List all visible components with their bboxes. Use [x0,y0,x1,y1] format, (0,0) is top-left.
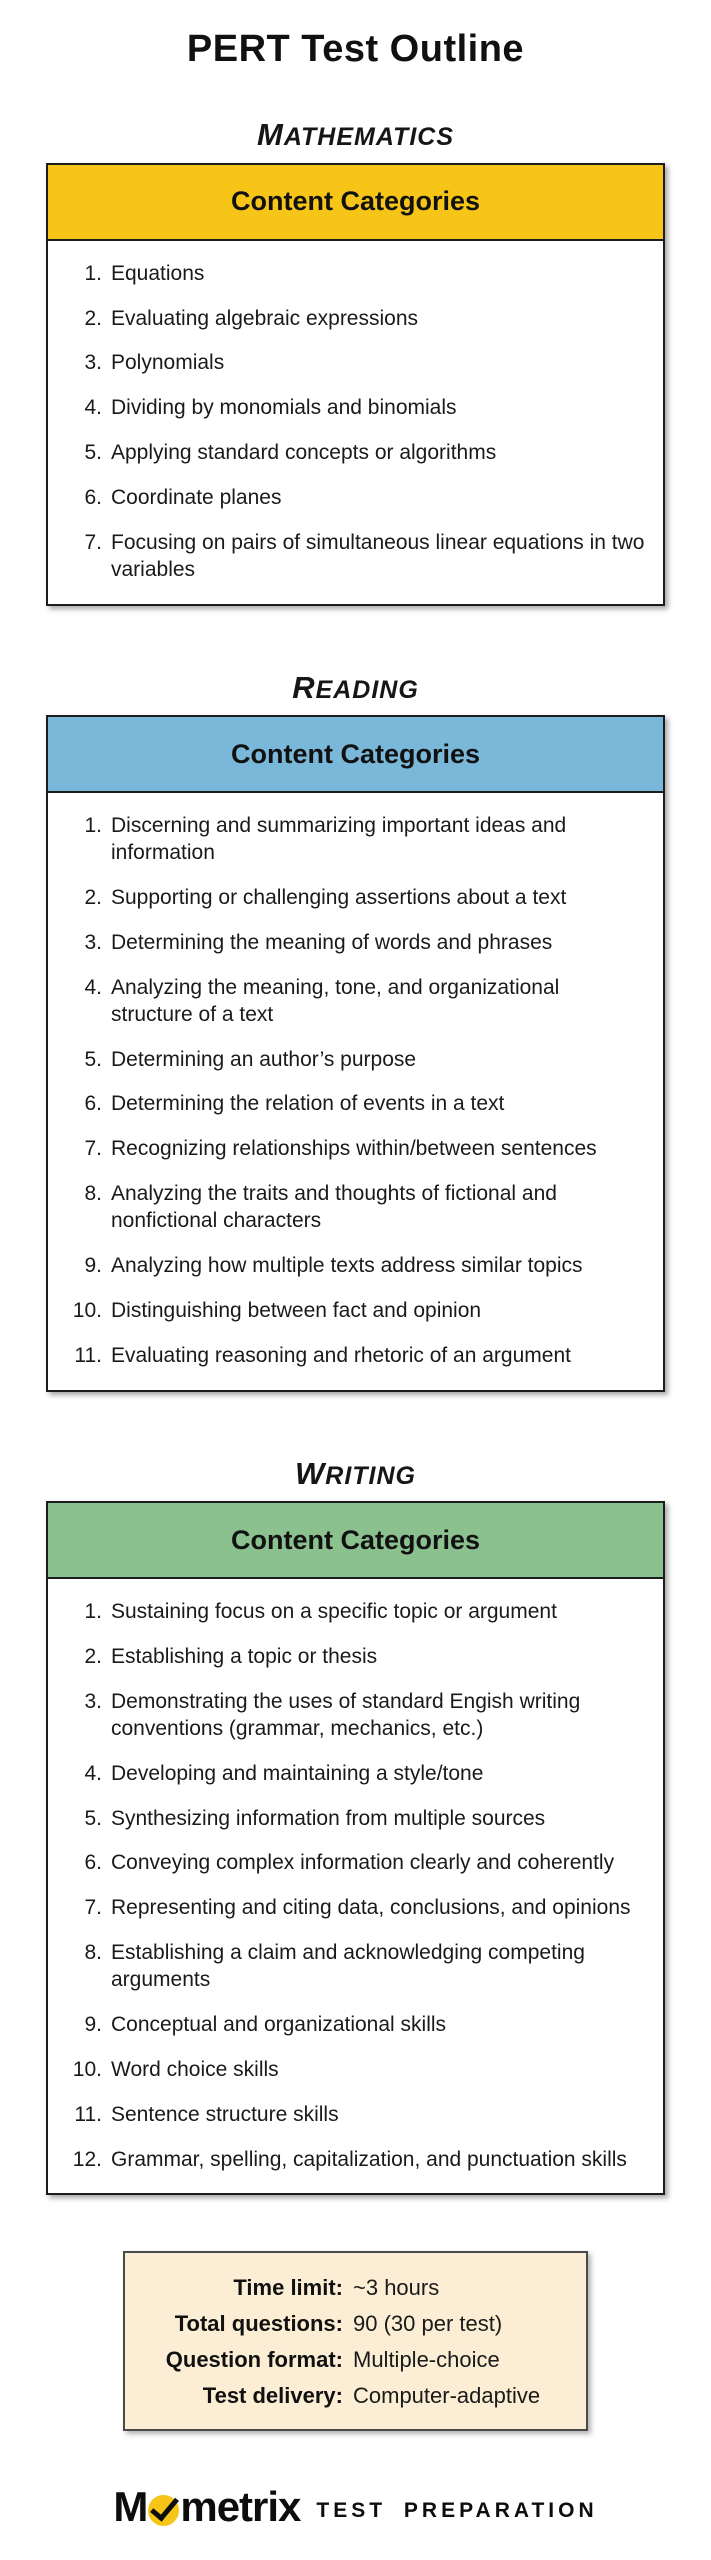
item-number: 6. [84,1851,102,1875]
info-row-test-delivery [125,2378,586,2414]
info-value: Computer-adaptive [353,2383,541,2409]
item-number: 3. [84,930,102,954]
item-number: 4. [84,1761,102,1785]
item-text: Recognizing relationships within/between sentences [111,1137,597,1161]
item-number: 9. [84,2012,102,2036]
list-item [62,530,645,584]
info-value: 90 (30 per test) [353,2311,503,2337]
list-item [62,930,645,957]
item-number: 7. [84,1137,102,1161]
item-number: 6. [84,1092,102,1116]
reading-category-list [48,793,663,1389]
item-number: 6. [84,486,102,510]
item-number: 1. [84,261,102,285]
list-item [62,1136,645,1163]
item-text: Demonstrating the uses of standard Engish writing conventions (grammar, mechanics, etc.) [111,1689,581,1740]
list-item [62,813,645,867]
item-text: Equations [111,261,205,285]
list-item [62,1343,645,1370]
info-value: Multiple-choice [353,2347,500,2373]
brand-letter-m: M [113,2483,148,2531]
info-label: Time limit: [233,2275,343,2301]
list-item [62,1850,645,1877]
list-item [62,1253,645,1280]
item-text: Dividing by monomials and binomials [111,396,457,420]
item-number: 5. [84,1047,102,1071]
list-item [62,1599,645,1626]
item-text: Polynomials [111,351,225,375]
item-text: Word choice skills [111,2057,279,2081]
item-text: Representing and citing data, conclusions, and opinions [111,1896,631,1920]
list-item [62,885,645,912]
page-title: PERT Test Outline [186,28,525,70]
item-text: Discerning and summarizing important ideas and information [111,814,567,865]
item-number: 2. [84,306,102,330]
writing-category-header: Content Categories [48,1503,663,1579]
item-number: 4. [84,975,102,999]
mathematics-category-box [46,163,665,606]
list-item [62,2102,645,2129]
mathematics-category-list [48,241,663,604]
section-heading-mathematics: MATHEMATICS [257,117,454,152]
info-row-time-limit [125,2270,586,2306]
list-item [62,440,645,467]
list-item [62,975,645,1029]
item-text: Determining the meaning of words and phrases [111,930,553,954]
list-item [62,1298,645,1325]
list-item [62,2057,645,2084]
item-text: Establishing a claim and acknowledging competing arguments [111,1941,585,1992]
item-number: 10. [72,1298,102,1322]
item-number: 9. [84,1253,102,1277]
item-text: Conceptual and organizational skills [111,2012,447,2036]
info-value: ~3 hours [353,2275,440,2301]
item-text: Evaluating reasoning and rhetoric of an argument [111,1343,571,1367]
item-number: 11. [74,2102,102,2126]
writing-category-list [48,1579,663,2193]
mometrix-wordmark [113,2483,300,2531]
checkmark-circle-icon [148,2495,179,2526]
list-item [62,261,645,288]
logo-tagline: TEST PREPARATION [316,2499,598,2523]
item-text: Developing and maintaining a style/tone [111,1761,484,1785]
item-text: Coordinate planes [111,486,282,510]
item-number: 4. [84,396,102,420]
item-number: 5. [84,441,102,465]
item-text: Supporting or challenging assertions about a text [111,886,567,910]
item-text: Analyzing the traits and thoughts of fictional and nonfictional characters [111,1182,557,1233]
info-row-total-questions [125,2306,586,2342]
list-item [62,485,645,512]
list-item [62,350,645,377]
item-number: 8. [84,1941,102,1965]
item-text: Analyzing the meaning, tone, and organizational structure of a text [111,975,560,1026]
reading-category-header: Content Categories [48,717,663,793]
info-label: Total questions: [174,2311,343,2337]
list-item [62,1644,645,1671]
item-text: Analyzing how multiple texts address similar topics [111,1253,583,1277]
item-text: Determining the relation of events in a text [111,1092,505,1116]
item-number: 10. [72,2057,102,2081]
item-number: 12. [72,2147,102,2171]
mathematics-category-header: Content Categories [48,165,663,241]
list-item [62,2012,645,2039]
item-number: 2. [84,886,102,910]
item-text: Grammar, spelling, capitalization, and punctuation skills [111,2147,627,2171]
list-item [62,1689,645,1743]
list-item [62,1806,645,1833]
mometrix-logo [0,2483,711,2531]
list-item [62,306,645,333]
item-text: Synthesizing information from multiple sources [111,1806,546,1830]
item-text: Conveying complex information clearly and coherently [111,1851,615,1875]
item-text: Focusing on pairs of simultaneous linear equations in two variables [111,530,645,581]
item-text: Applying standard concepts or algorithms [111,441,497,465]
test-facts-box [123,2251,588,2431]
info-row-question-format [125,2342,586,2378]
reading-category-box [46,715,665,1391]
item-text: Distinguishing between fact and opinion [111,1298,482,1322]
item-text: Establishing a topic or thesis [111,1645,378,1669]
item-text: Sustaining focus on a specific topic or argument [111,1600,557,1624]
item-number: 3. [84,1689,102,1713]
info-label: Question format: [165,2347,343,2373]
section-heading-reading: READING [292,669,419,705]
writing-category-box [46,1501,665,2195]
item-number: 3. [84,351,102,375]
item-number: 11. [74,1343,102,1367]
brand-rest: metrix [180,2483,301,2531]
item-number: 7. [84,1896,102,1920]
item-number: 8. [84,1182,102,1206]
list-item [62,2147,645,2174]
item-number: 5. [84,1806,102,1830]
item-text: Evaluating algebraic expressions [111,306,419,330]
item-number: 1. [84,814,102,838]
item-text: Sentence structure skills [111,2102,339,2126]
list-item [62,1091,645,1118]
list-item [62,1181,645,1235]
list-item [62,1761,645,1788]
list-item [62,1940,645,1994]
list-item [62,395,645,422]
list-item [62,1047,645,1074]
item-number: 2. [84,1645,102,1669]
item-text: Determining an author’s purpose [111,1047,417,1071]
info-label: Test delivery: [202,2383,343,2409]
item-number: 7. [84,530,102,554]
list-item [62,1895,645,1922]
section-heading-writing: WRITING [295,1455,416,1491]
item-number: 1. [84,1600,102,1624]
